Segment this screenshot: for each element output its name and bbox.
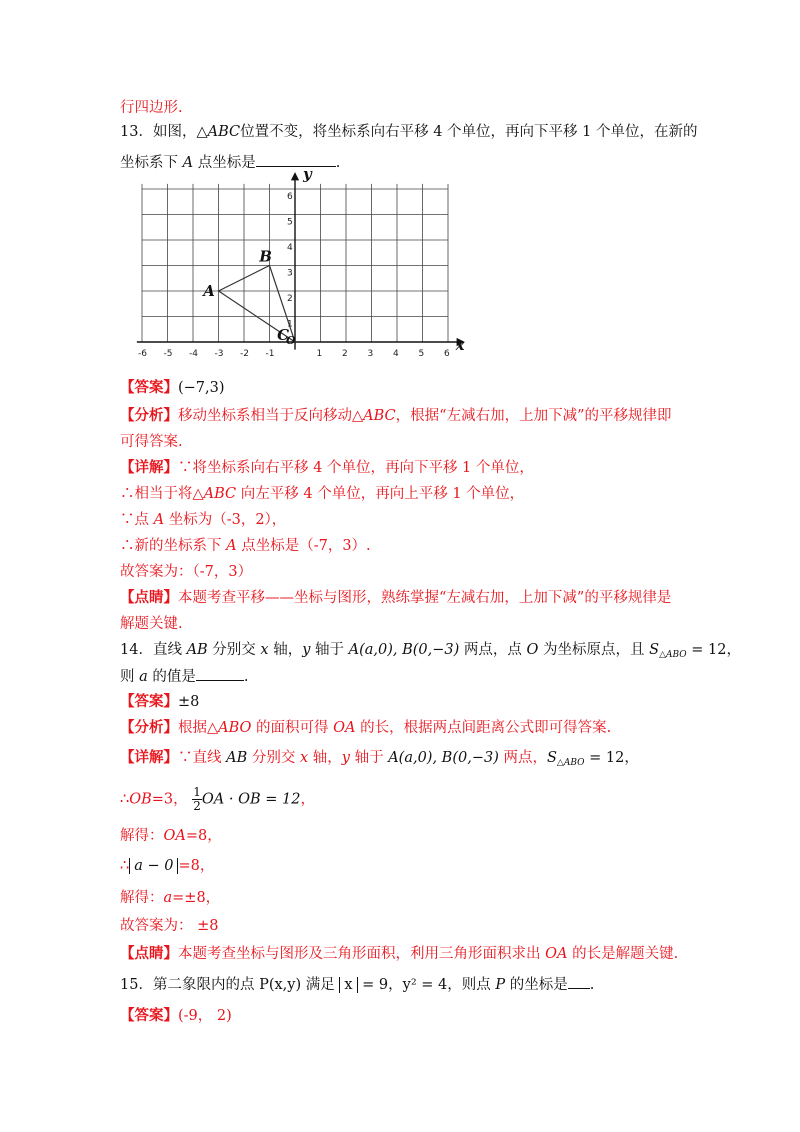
answer-blank [568,974,590,989]
solution-14-line2: 解得：a=±8， [120,890,221,906]
y-axis-arrow [292,174,298,180]
y-tick-label: 5 [287,217,293,228]
question-13-line1: 13．如图，△ABC位置不变，将坐标系向右平移 4 个单位，再向下平移 1 个单位，在新的 [120,124,698,140]
comment-14: 【点睛】本题考查坐标与图形及三角形面积，利用三角形面积求出 OA 的长是解题关键. [120,945,679,962]
point-c-label: C [277,326,290,344]
question-14-line2: 则 a 的值是 . [120,666,248,687]
detail-13-line2: ∴相当于将△ABC 向左平移 4 个单位，再向上平移 1 个单位， [120,486,525,502]
analysis-13-line2: 可得答案. [120,434,183,450]
x-tick-label: -2 [240,349,249,359]
answer-blank [256,152,336,167]
final-answer-13: 故答案为：（-7，3） [120,564,253,580]
x-tick-label: 6 [444,349,450,359]
x-tick-label: -4 [189,349,198,359]
comment-13-line2: 解题关键. [120,616,183,632]
x-tick-label: -5 [163,349,173,359]
detail-13-line1: 【详解】∵将坐标系向右平移 4 个单位，再向下平移 1 个单位， [120,459,534,476]
abs-line: ∴ a − 0 =8， [120,858,215,874]
y-tick-label: 1 [287,319,293,330]
answer-15: 【答案】(-9， 2) [120,1007,232,1024]
x-tick-label: 4 [393,349,399,359]
analysis-14: 【分析】根据△ABO 的面积可得 OA 的长，根据两点间距离公式即可得答案. [120,719,612,736]
point-a-label: A [203,282,215,300]
one-half-fraction: $\frac{1}{2}$ [193,785,201,813]
analysis-13-line1: 【分析】移动坐标系相当于反向移动△ABC，根据“左减右加，上加下减”的平移规律即 [120,407,672,424]
detail-14-line2: ∴OB=3， $\frac{1}{2}$ OA · OB = 12， [120,785,315,813]
answer-14: 【答案】±8 [120,693,200,710]
x-axis-label: x [455,336,465,354]
x-tick-label: 5 [418,349,425,359]
comment-13-line1: 【点睛】本题考查平移——坐标与图形，熟练掌握“左减右加，上加下减”的平移规律是 [120,589,672,606]
x-tick-label: -1 [265,349,275,359]
prev-text-end: 行四边形. [120,100,183,116]
y-tick-label: 6 [287,192,293,202]
x-tick-label: 1 [316,349,323,359]
x-tick-label: -3 [214,349,224,359]
answer-13: 【答案】(−7,3) [120,379,225,396]
question-15: 15．第二象限内的点 P(x,y) 满足 x = 9，y² = 4，则点 P 的坐标是 . [120,974,594,995]
detail-14-line1: 【详解】∵直线 AB 分别交 x 轴，y 轴于 A(a,0), B(0,−3) 两点，$S_{\triangle ABO} = 12$， [120,749,639,768]
y-tick-label: 3 [287,268,293,279]
solution-14-line1: 解得：OA=8， [120,828,222,844]
y-tick-label: 4 [287,243,293,253]
coordinate-grid-figure [130,164,470,380]
origin-label: O [286,334,296,347]
x-tick-label: -6 [138,349,147,359]
detail-13-line4: ∴新的坐标系下 A 点坐标是（-7，3）. [120,538,371,554]
x-tick-label: 2 [342,349,348,359]
question-13-line2: 坐标系下 A 点坐标是 . [120,152,340,173]
point-b-label: B [259,247,272,266]
final-answer-14: 故答案为： ±8 [120,918,219,934]
x-tick-label: 3 [367,349,374,359]
question-14-line1: 14．直线 AB 分别交 x 轴，y 轴于 A(a,0), B(0,−3) 两点，点 O 为坐标原点，且 $S_{\triangle ABO} = 12$， [120,642,741,660]
answer-blank [196,666,244,681]
y-axis-label: y [303,164,312,183]
y-tick-label: 2 [287,294,293,304]
detail-13-line3: ∵点 A 坐标为（-3，2）， [120,512,287,528]
